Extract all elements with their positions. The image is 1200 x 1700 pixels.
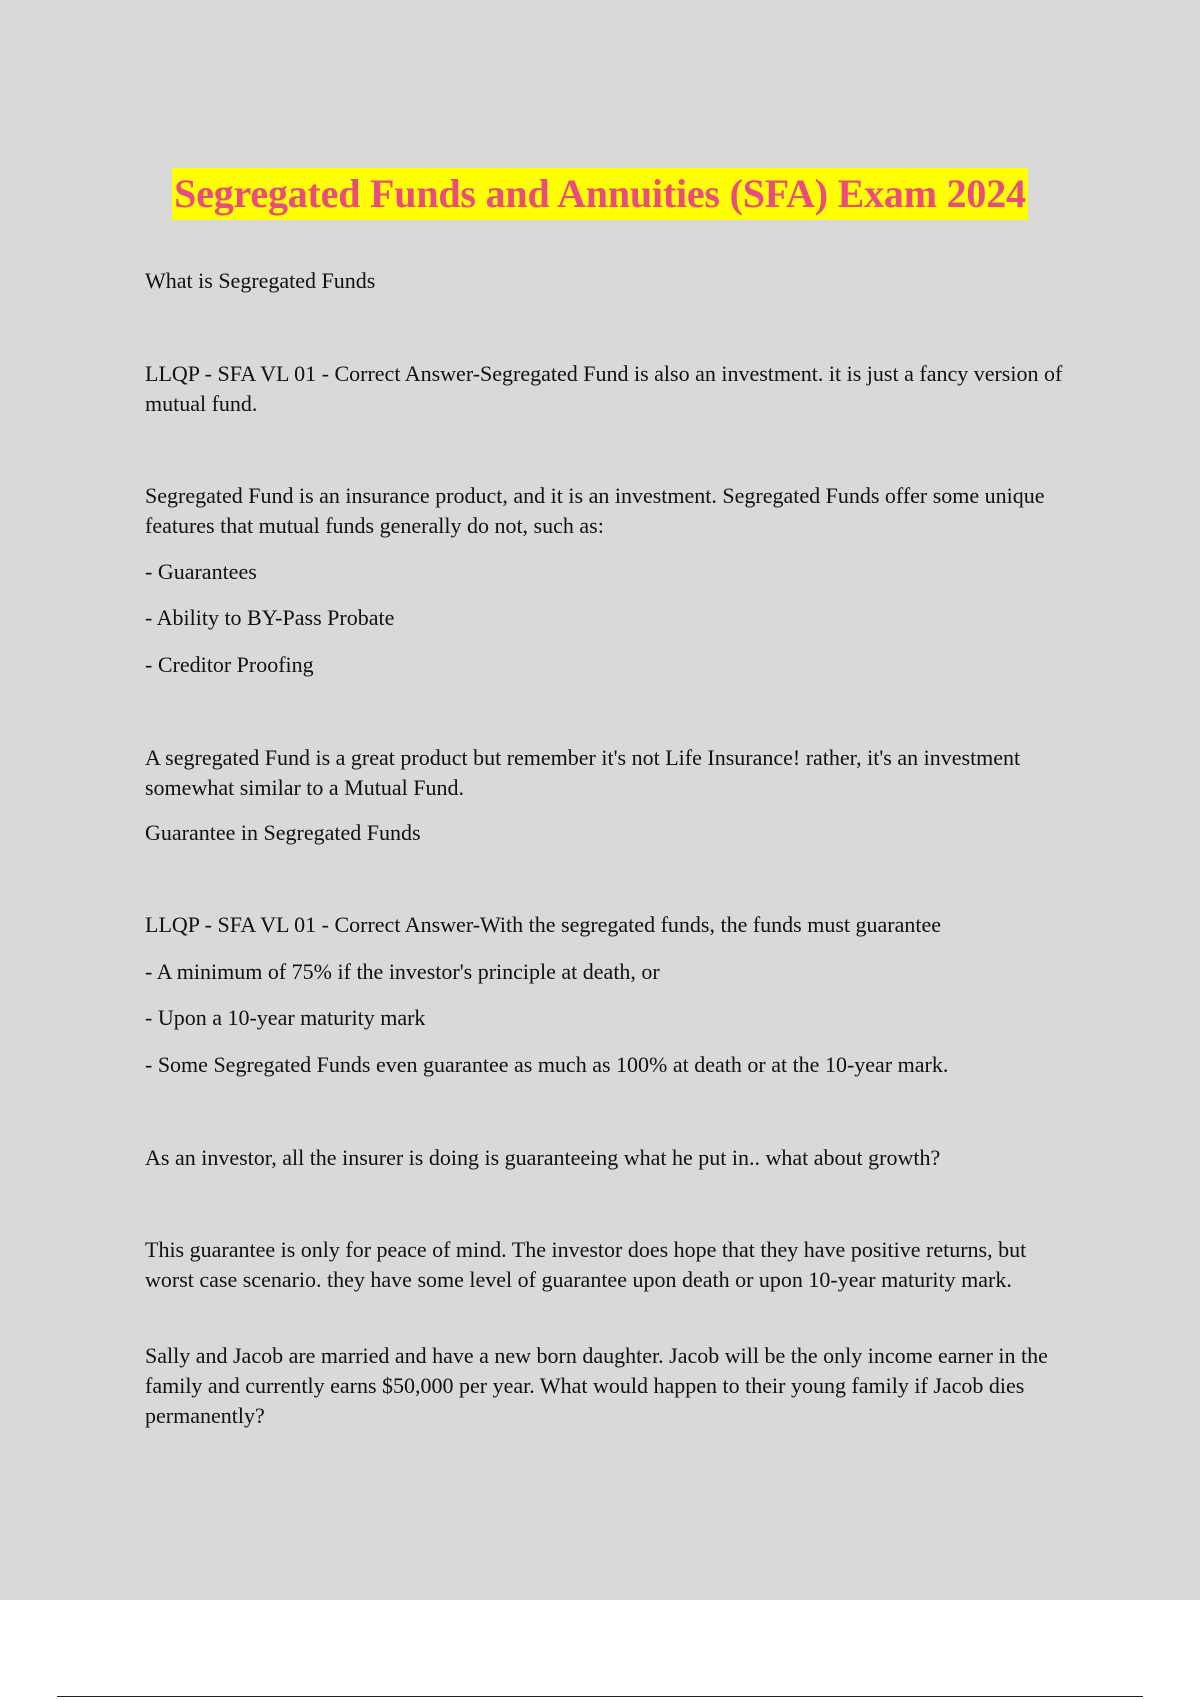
answer-paragraph: LLQP - SFA VL 01 - Correct Answer-Segregated Fund is also an investment. it is just a fancy version of mutual fund. <box>145 361 1063 416</box>
body-paragraph: Segregated Fund is an insurance product, and it is an investment. Segregated Funds offer some unique features that mutual funds generally do not, such as: <box>145 483 1045 538</box>
title-container <box>0 168 1200 220</box>
question-heading: As an investor, all the insurer is doing is guaranteeing what he put in.. what about growth? <box>145 1145 941 1170</box>
answer-paragraph: This guarantee is only for peace of mind. The investor does hope that they have positive returns, but worst case scenario. they have some level of guarantee upon death or upon 10-year maturity mark. <box>145 1237 1027 1292</box>
list-item: - Guarantees <box>145 559 257 584</box>
body-paragraph: A segregated Fund is a great product but remember it's not Life Insurance! rather, it's an investment somewhat similar to a Mutual Fund. <box>145 745 1021 800</box>
list-item: - Some Segregated Funds even guarantee as much as 100% at death or at the 10-year mark. <box>145 1052 949 1077</box>
answer-paragraph: LLQP - SFA VL 01 - Correct Answer-With the segregated funds, the funds must guarantee <box>145 912 942 937</box>
list-item: - A minimum of 75% if the investor's principle at death, or <box>145 959 660 984</box>
question-heading: Sally and Jacob are married and have a new born daughter. Jacob will be the only income earner in the family and currently earns $50,000 per year. What would happen to their young family if Jacob dies permanently? <box>145 1343 1048 1428</box>
question-heading: Guarantee in Segregated Funds <box>145 820 421 845</box>
list-item: - Creditor Proofing <box>145 652 314 677</box>
document-title: Segregated Funds and Annuities (SFA) Exam 2024 <box>172 168 1028 220</box>
footer-divider <box>57 1696 1143 1697</box>
list-item: - Ability to BY-Pass Probate <box>145 605 395 630</box>
list-item: - Upon a 10-year maturity mark <box>145 1005 426 1030</box>
question-heading: What is Segregated Funds <box>145 268 376 293</box>
